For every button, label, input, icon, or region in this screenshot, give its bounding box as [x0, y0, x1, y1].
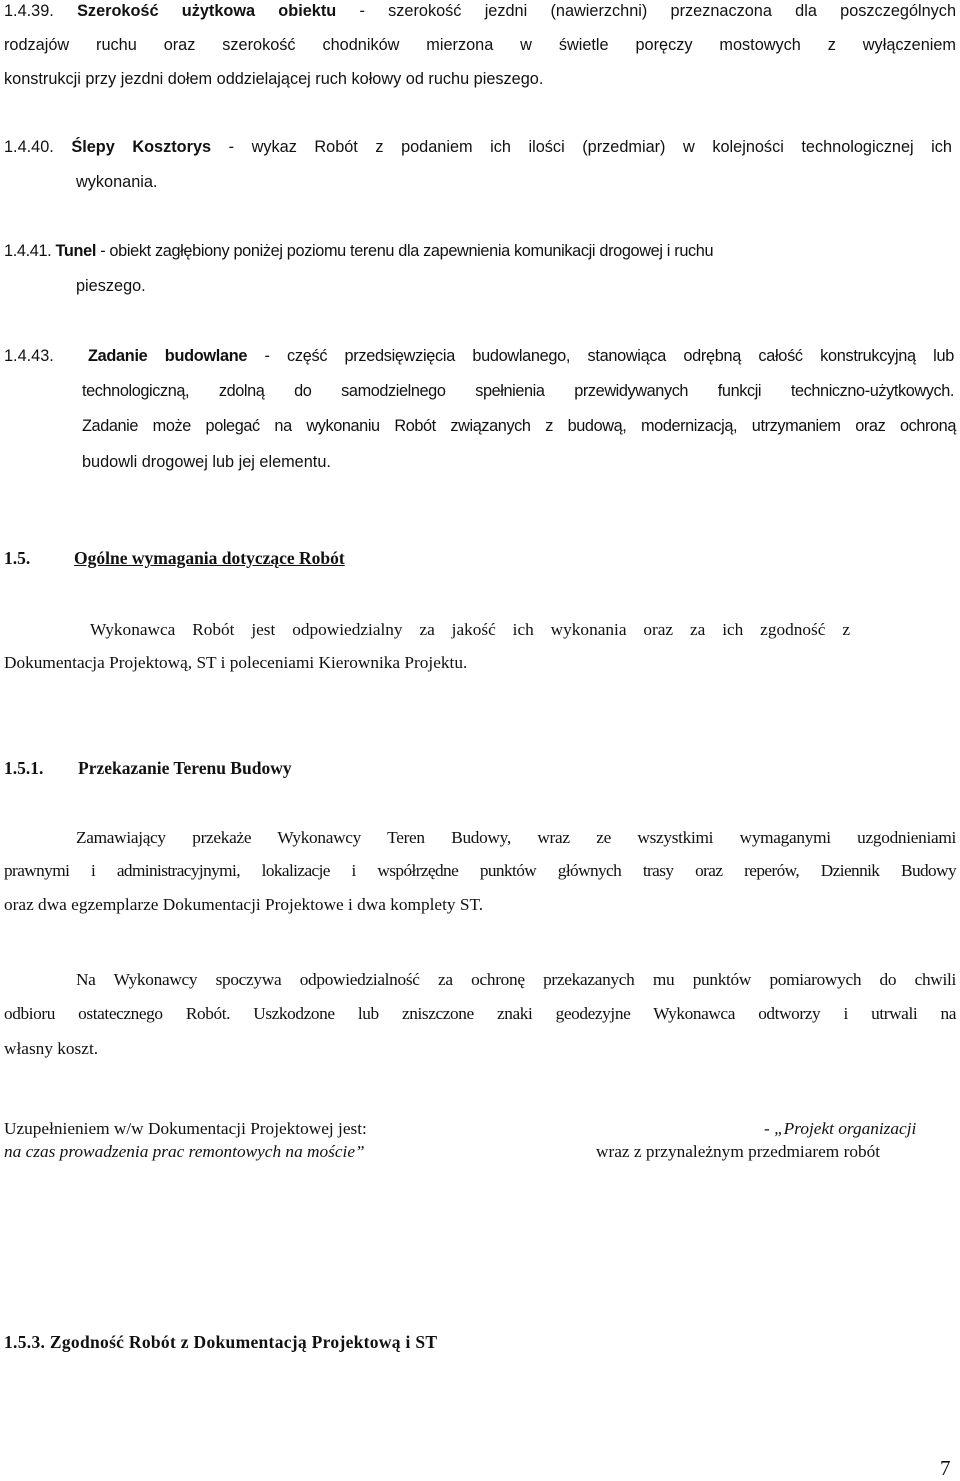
- definition-number: 1.4.41.: [4, 242, 52, 260]
- section-1-5-paragraph-line-1: Wykonawca Robót jest odpowiedzialny za jakość ich wykonania oraz za ich zgodność z: [90, 620, 850, 639]
- supplement-text-right-line-2: wraz z przynależnym przedmiarem robót: [596, 1142, 881, 1161]
- section-1-5-3-heading: [4, 1331, 437, 1353]
- definition-1-4-39-line-1: [4, 0, 956, 22]
- supplement-text-left-line-2: na czas prowadzenia prac remontowych na moście”: [4, 1142, 365, 1161]
- supplement-text-right: - „Projekt organizacji: [764, 1119, 917, 1138]
- section-title-1-5-1: Przekazanie Terenu Budowy: [78, 758, 292, 778]
- section-number-1-5-3: 1.5.3.: [4, 1332, 46, 1352]
- paragraph-1-line-1: Zamawiający przekaże Wykonawcy Teren Budowy, wraz ze wszystkimi wymaganymi uzgodnieniami: [76, 828, 956, 847]
- definition-1-4-39-line-2: rodzajów ruchu oraz szerokość chodników mierzona w świetle poręczy mostowych z wyłączeniem: [4, 36, 956, 54]
- definition-term: Ślepy Kosztorys: [71, 138, 212, 156]
- definition-term: Tunel: [55, 242, 96, 260]
- paragraph-1-line-3: oraz dwa egzemplarze Dokumentacji Projektowe i dwa komplety ST.: [4, 895, 484, 914]
- section-number-1-5-1: 1.5.1.: [4, 758, 44, 778]
- definition-number: 1.4.40.: [4, 138, 54, 156]
- page-number: 7: [940, 1456, 951, 1480]
- section-1-5-paragraph-line-2: Dokumentacja Projektową, ST i poleceniami Kierownika Projektu.: [4, 653, 468, 672]
- paragraph-2-line-1: Na Wykonawcy spoczywa odpowiedzialność za ochronę przekazanych mu punktów pomiarowych do chwili: [76, 970, 956, 989]
- definition-text: - część przedsięwzięcia budowlanego, stanowiąca odrębną całość konstrukcyjną lub: [264, 347, 954, 365]
- section-number-1-5: 1.5.: [4, 548, 31, 568]
- supplement-text-left: Uzupełnieniem w/w Dokumentacji Projektowej jest:: [4, 1119, 367, 1138]
- definition-1-4-41-line-1: [4, 240, 713, 262]
- definition-1-4-39-line-3: konstrukcji przy jezdni dołem oddzielającej ruch kołowy od ruchu pieszego.: [4, 70, 544, 88]
- section-title-1-5: Ogólne wymagania dotyczące Robót: [74, 548, 345, 568]
- definition-text: - obiekt zagłębiony poniżej poziomu terenu dla zapewnienia komunikacji drogowej i ruchu: [100, 242, 714, 260]
- paragraph-1-line-2: prawnymi i administracyjnymi, lokalizacje i współrzędne punktów głównych trasy oraz reperów, Dziennik Budowy: [4, 861, 956, 880]
- section-title-1-5-3: Zgodność Robót z Dokumentacją Projektową i ST: [49, 1332, 438, 1352]
- definition-1-4-43-line-3: Zadanie może polegać na wykonaniu Robót związanych z budową, modernizacją, utrzymaniem oraz ochroną: [82, 417, 956, 435]
- definition-1-4-40-line-2: wykonania.: [76, 173, 158, 191]
- definition-1-4-43-line-2: technologiczną, zdolną do samodzielnego spełnienia przewidywanych funkcji techniczno-użytkowych.: [82, 382, 954, 400]
- definition-text: - wykaz Robót z podaniem ich ilości (przedmiar) w kolejności technologicznej ich: [228, 138, 952, 156]
- paragraph-2-line-2: odbioru ostatecznego Robót. Uszkodzone lub zniszczone znaki geodezyjne Wykonawca odtworzy i utrwali na: [4, 1004, 956, 1023]
- definition-1-4-43-line-1: [88, 345, 954, 367]
- definition-text: - szerokość jezdni (nawierzchni) przeznaczona dla poszczególnych: [359, 2, 957, 20]
- definition-number: 1.4.39.: [4, 2, 54, 20]
- definition-1-4-43-line-4: budowli drogowej lub jej elementu.: [82, 453, 331, 471]
- definition-term: Szerokość użytkowa obiektu: [77, 2, 337, 20]
- definition-1-4-40-line-1: [4, 136, 952, 158]
- definition-term: Zadanie budowlane: [88, 347, 248, 365]
- paragraph-2-line-3: własny koszt.: [4, 1039, 99, 1058]
- definition-1-4-41-line-2: pieszego.: [76, 277, 146, 295]
- definition-number-1-4-43: 1.4.43.: [4, 347, 54, 365]
